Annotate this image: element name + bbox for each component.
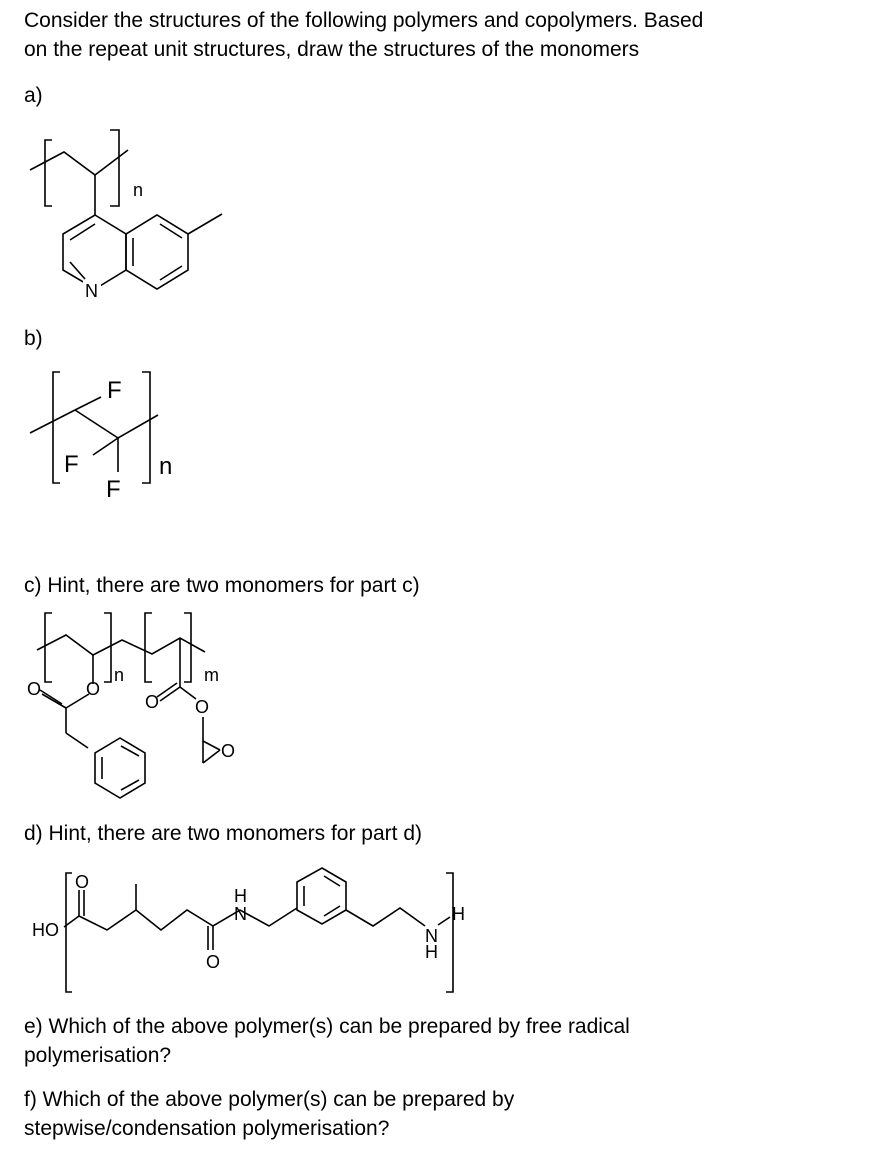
atom-O3-c: O [145,692,160,712]
atom-n-b: n [159,453,173,480]
atom-F1: F [107,377,122,404]
atom-H2-d: H [425,942,438,962]
atom-O2-d: O [206,952,221,972]
question-e: e) Which of the above polymer(s) can be prepared by free radical polymerisation? [24,1015,630,1067]
atom-n: n [133,180,144,200]
atom-O2-c: O [27,679,42,699]
atom-O1-d: O [75,872,90,892]
atom-n-c: n [114,665,125,685]
atom-F2: F [64,451,79,478]
atom-H1-d: H [234,886,247,906]
atom-m-c: m [204,665,219,685]
atom-F3: F [106,476,121,503]
atom-HO-d: HO [32,920,59,940]
atom-N1-d: N [234,904,247,924]
atom-N2-d: N [425,926,438,946]
part-d-label: d) Hint, there are two monomers for part d) [24,822,422,845]
question-f: f) Which of the above polymer(s) can be prepared by stepwise/condensation polymerisation? [24,1088,515,1140]
atom-O1-c: O [86,679,101,699]
atom-O4-c: O [195,697,210,717]
atom-N: N [85,281,98,301]
part-b-label: b) [24,327,43,350]
atom-H3-d: H [452,904,465,924]
atom-O5-c: O [221,741,236,761]
part-c-label: c) Hint, there are two monomers for part c) [24,574,420,597]
part-a-label: a) [24,84,43,107]
question-intro: Consider the structures of the following polymers and copolymers. Based on the repeat unit structures, draw the structures of the monomers [24,9,704,61]
